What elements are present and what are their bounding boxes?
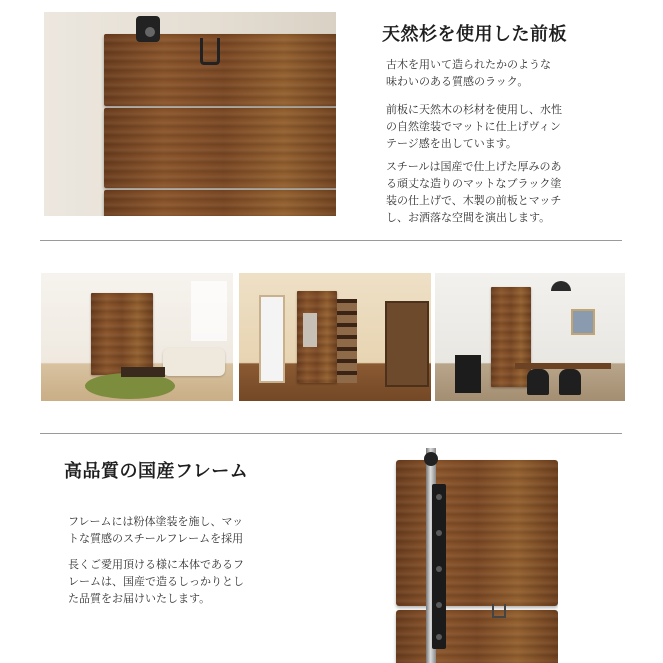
steel-hook-icon xyxy=(492,604,506,618)
text-line: スチールは国産で仕上げた厚みのあ xyxy=(386,160,562,173)
dining-chair xyxy=(527,369,549,395)
shoe-shelf xyxy=(337,299,357,383)
text-line: テージ感を出しています。 xyxy=(386,137,517,150)
text-line: 長くご愛用頂ける様に本体であるフ xyxy=(68,558,244,571)
screw-icon xyxy=(436,494,442,500)
steel-hook-icon xyxy=(200,38,220,65)
dining-table xyxy=(515,363,611,369)
text-line: 古木を用いて造られたかのような xyxy=(386,58,551,71)
dining-chair xyxy=(559,369,581,395)
text-line: た品質をお届けいたします。 xyxy=(68,592,211,605)
section-title-natural-cedar: 天然杉を使用した前板 xyxy=(382,24,567,45)
text-line: トな質感のスチールフレームを採用 xyxy=(68,532,244,545)
text-line: 味わいのある質感のラック。 xyxy=(386,75,529,88)
screw-icon xyxy=(436,566,442,572)
section-divider xyxy=(40,240,622,241)
description-paragraph-3 xyxy=(386,158,591,226)
wooden-front-panel-photo xyxy=(44,12,336,216)
screw-icon xyxy=(436,530,442,536)
door xyxy=(385,301,429,387)
coffee-table xyxy=(121,367,165,377)
hanging-coat xyxy=(303,313,317,347)
section-title-domestic-frame: 高品質の国産フレーム xyxy=(64,461,249,482)
pole-cap-icon xyxy=(424,452,438,466)
frame-description-paragraph-2 xyxy=(68,556,268,607)
wood-plank-upper xyxy=(396,460,558,606)
text-line: し、お洒落な空間を演出します。 xyxy=(386,211,551,224)
wall-rack xyxy=(491,287,531,387)
steel-bracket xyxy=(432,484,446,649)
room-photo-entrance xyxy=(239,273,431,401)
sofa xyxy=(163,348,225,376)
text-line: フレームには粉体塗装を施し、マッ xyxy=(68,515,244,528)
description-paragraph-1 xyxy=(386,56,586,90)
text-line: 装の仕上げで、木製の前板とマッチ xyxy=(386,194,562,207)
wood-plank-lower xyxy=(396,610,558,663)
room-photo-living xyxy=(41,273,233,401)
section-divider xyxy=(40,433,622,434)
text-line: レームは、国産で造るしっかりとし xyxy=(68,575,244,588)
frame-description-paragraph-1 xyxy=(68,513,268,547)
screw-icon xyxy=(436,602,442,608)
side-cabinet xyxy=(455,355,481,393)
text-line: る頑丈な造りのマットなブラック塗 xyxy=(386,177,562,190)
wood-plank-bottom xyxy=(104,190,336,216)
wall-rack xyxy=(91,293,153,375)
wood-plank-top xyxy=(104,34,336,106)
text-line: の自然塗装でマットに仕上げヴィン xyxy=(386,120,561,133)
room-photo-dining xyxy=(435,273,625,401)
wood-plank-middle xyxy=(104,108,336,188)
wall-picture xyxy=(571,309,595,335)
steel-frame-closeup-photo xyxy=(388,444,558,663)
mirror xyxy=(259,295,285,383)
pendant-lamp xyxy=(551,281,571,291)
ceiling-clamp-icon xyxy=(136,16,160,42)
text-line: 前板に天然木の杉材を使用し、水性 xyxy=(386,103,562,116)
screw-icon xyxy=(436,634,442,640)
window xyxy=(191,281,227,341)
description-paragraph-2 xyxy=(386,101,586,152)
